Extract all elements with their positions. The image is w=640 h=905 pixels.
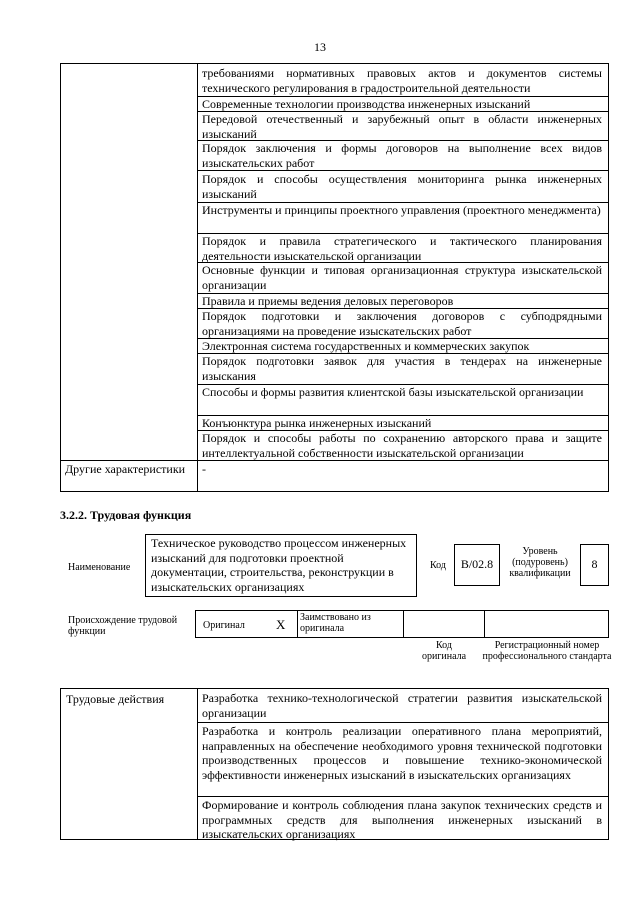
knowledge-item: Порядок подготовки заявок для участия в тендерах на инженерные изыскания xyxy=(202,354,602,383)
knowledge-item: Порядок и способы работы по сохранению авторского права и защите интеллектуальной собственности изыскательской организации xyxy=(202,431,602,460)
function-code: B/02.8 xyxy=(460,557,494,571)
knowledge-item: Передовой отечественный и зарубежный опыт в области инженерных изысканий xyxy=(202,112,602,141)
origin-row-border xyxy=(195,610,609,638)
table-column-divider xyxy=(197,63,198,492)
borrowed-label: Заимствовано из оригинала xyxy=(300,612,371,634)
knowledge-item: Современные технологии производства инженерных изысканий xyxy=(202,97,531,111)
knowledge-item: Способы и формы развития клиентской базы изыскательской организации xyxy=(202,385,584,399)
labor-action-item: Разработка технико-технологической стратегии развития изыскательской организации xyxy=(202,691,602,720)
knowledge-item: требованиями нормативных правовых актов и документов системы технического регулирования в градостроительной деятельности xyxy=(202,66,602,95)
knowledge-item: Основные функции и типовая организационная структура изыскательской организации xyxy=(202,263,602,292)
other-characteristics-value: - xyxy=(202,462,206,476)
level-label: Уровень (подуровень) квалификации xyxy=(509,546,571,579)
row-divider xyxy=(197,170,609,171)
other-characteristics-label: Другие характеристики xyxy=(65,462,186,476)
labor-action-item: Формирование и контроль соблюдения плана закупок технических средств и программных средств для выполнения инженерных изысканий в изыскательских организациях xyxy=(202,798,602,841)
page-number: 13 xyxy=(314,40,326,54)
knowledge-item: Правила и приемы ведения деловых переговоров xyxy=(202,294,454,308)
labor-action-item: Разработка и контроль реализации оперативного плана мероприятий, направленных на обеспечение необходимого уровня технической подготовки производственных процессов и повышение технико-экономической эффективности инженерных изысканий в изыскательских организациях xyxy=(202,724,602,782)
knowledge-item: Инструменты и принципы проектного управления (проектного менеджмента) xyxy=(202,203,601,217)
code-original-caption: Код оригинала xyxy=(421,640,467,662)
qualification-level: 8 xyxy=(591,557,598,571)
knowledge-item: Конъюнктура рынка инженерных изысканий xyxy=(202,416,432,430)
knowledge-item: Порядок и способы осуществления мониторинга рынка инженерных изысканий xyxy=(202,172,602,201)
origin-divider xyxy=(403,610,404,638)
original-mark: X xyxy=(276,617,286,632)
knowledge-item: Порядок заключения и формы договоров на выполнение всех видов изыскательских работ xyxy=(202,141,602,170)
code-label: Код xyxy=(430,560,446,571)
section-heading: 3.2.2. Трудовая функция xyxy=(60,508,192,522)
labor-actions-label: Трудовые действия xyxy=(66,692,165,706)
registration-number-caption: Регистрационный номер профессионального стандарта xyxy=(482,640,612,662)
name-label: Наименование xyxy=(68,562,131,573)
table-column-divider xyxy=(197,688,198,840)
knowledge-item: Порядок и правила стратегического и тактического планирования деятельности изыскательской организации xyxy=(202,234,602,263)
knowledge-item: Электронная система государственных и коммерческих закупок xyxy=(202,339,530,353)
origin-divider xyxy=(484,610,485,638)
origin-label: Происхождение трудовой функции xyxy=(68,615,178,637)
row-divider xyxy=(60,460,609,461)
origin-divider xyxy=(297,610,298,638)
knowledge-item: Порядок подготовки и заключения договоров с субподрядными организациями на проведение изыскательских работ xyxy=(202,309,602,338)
function-name: Техническое руководство процессом инженерных изысканий для подготовки проектной документации, строительства, реконструкции в изыскательских организациях xyxy=(151,536,407,594)
row-divider xyxy=(197,722,609,723)
row-divider xyxy=(197,796,609,797)
original-label: Оригинал xyxy=(203,620,245,631)
